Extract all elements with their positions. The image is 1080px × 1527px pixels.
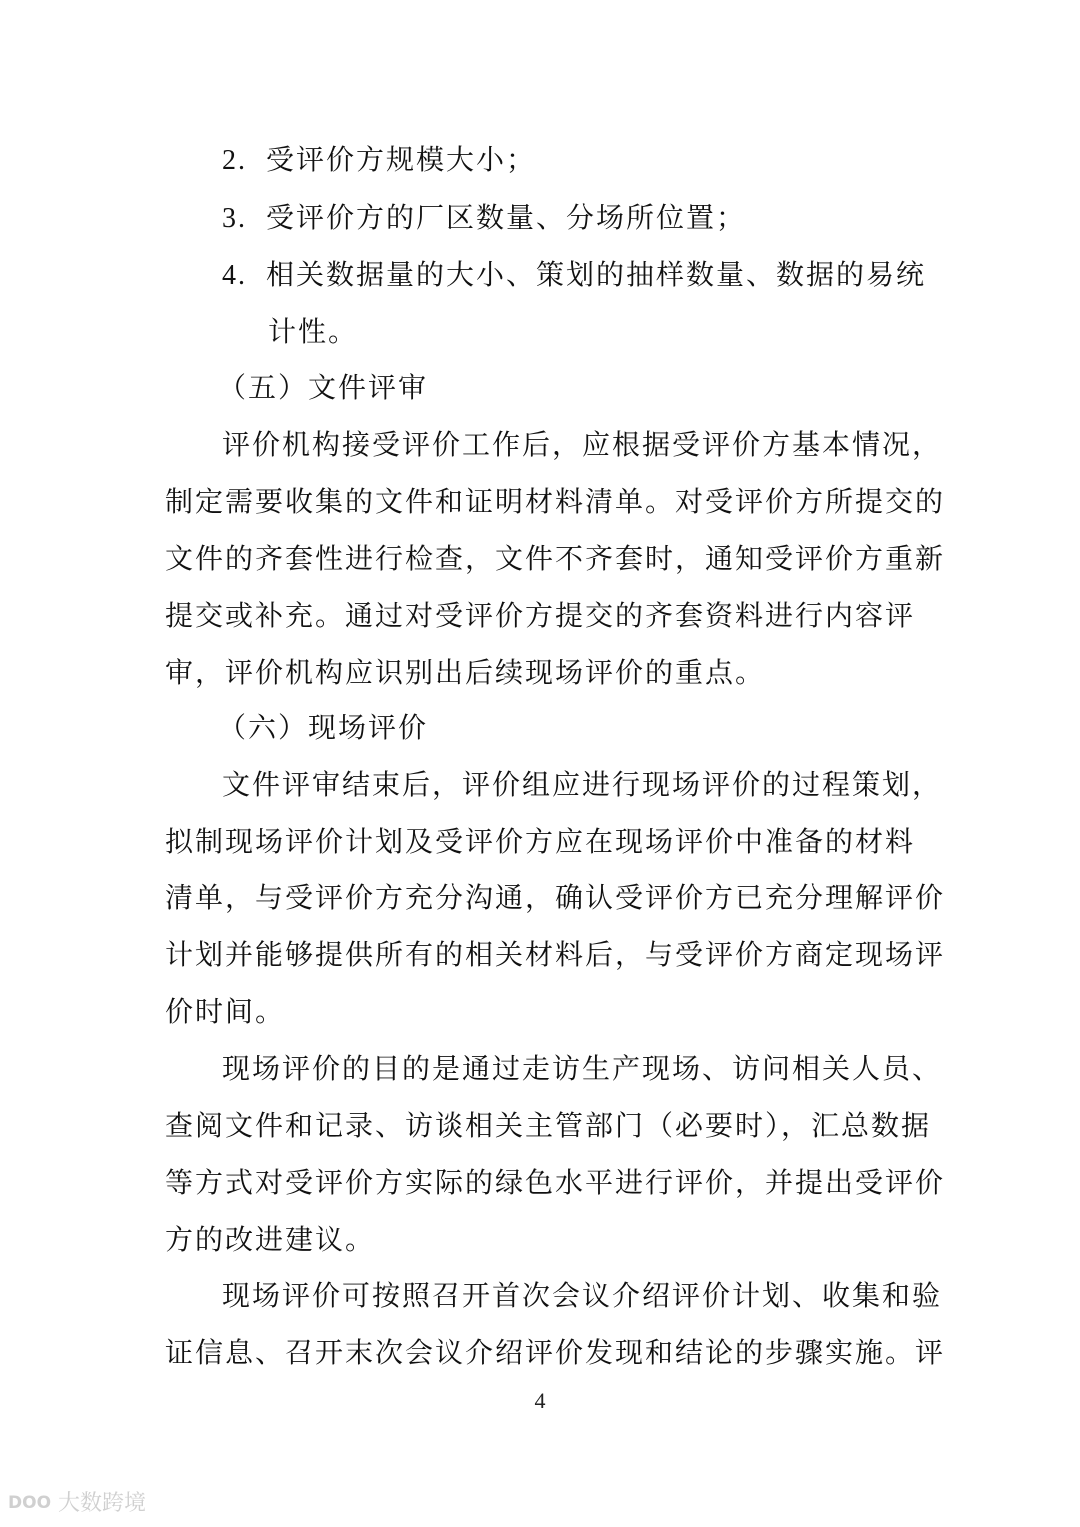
watermark-text: 大数跨境 bbox=[58, 1490, 147, 1516]
paragraph-line: 查阅文件和记录、访谈相关主管部门（必要时），汇总数据 bbox=[165, 1109, 932, 1142]
paragraph-line: 价时间。 bbox=[165, 995, 286, 1028]
watermark-logo-icon bbox=[8, 1488, 54, 1514]
list-number: 4. bbox=[222, 260, 247, 291]
list-number: 2. bbox=[222, 145, 247, 176]
paragraph-line: 制定需要收集的文件和证明材料清单。对受评价方所提交的 bbox=[165, 485, 946, 518]
section-heading: （六）现场评价 bbox=[218, 711, 429, 744]
paragraph-line: 清单，与受评价方充分沟通，确认受评价方已充分理解评价 bbox=[165, 881, 946, 914]
paragraph-line: 文件评审结束后，评价组应进行现场评价的过程策划， bbox=[222, 768, 943, 801]
paragraph-line: 评价机构接受评价工作后，应根据受评价方基本情况， bbox=[222, 428, 943, 461]
list-number: 3. bbox=[222, 203, 247, 234]
paragraph-line: 计划并能够提供所有的相关材料后，与受评价方商定现场评 bbox=[165, 938, 946, 971]
paragraph-line: 提交或补充。通过对受评价方提交的齐套资料进行内容评 bbox=[165, 599, 916, 632]
paragraph-line: 现场评价的目的是通过走访生产现场、访问相关人员、 bbox=[222, 1052, 943, 1085]
paragraph-line: 拟制现场评价计划及受评价方应在现场评价中准备的材料 bbox=[165, 825, 916, 858]
list-item bbox=[222, 255, 982, 296]
paragraph-line: 审，评价机构应识别出后续现场评价的重点。 bbox=[165, 656, 766, 689]
list-item bbox=[222, 140, 982, 181]
section-heading: （五）文件评审 bbox=[218, 371, 429, 404]
list-item-continuation: 计性。 bbox=[268, 315, 359, 348]
paragraph-line: 文件的齐套性进行检查，文件不齐套时，通知受评价方重新 bbox=[165, 542, 946, 575]
list-item bbox=[222, 198, 982, 239]
svg-text:DOO: DOO bbox=[8, 1493, 52, 1513]
list-text: 受评价方的厂区数量、分场所位置； bbox=[266, 201, 747, 234]
list-text: 相关数据量的大小、策划的抽样数量、数据的易统 bbox=[266, 258, 927, 291]
paragraph-line: 现场评价可按照召开首次会议介绍评价计划、收集和验 bbox=[222, 1279, 943, 1312]
paragraph-line: 方的改进建议。 bbox=[165, 1223, 376, 1256]
list-text: 受评价方规模大小； bbox=[266, 143, 537, 176]
watermark bbox=[8, 1486, 146, 1516]
paragraph-line: 证信息、召开末次会议介绍评价发现和结论的步骤实施。评 bbox=[165, 1336, 946, 1369]
page-number: 4 bbox=[534, 1388, 546, 1413]
paragraph-line: 等方式对受评价方实际的绿色水平进行评价，并提出受评价 bbox=[165, 1166, 946, 1199]
